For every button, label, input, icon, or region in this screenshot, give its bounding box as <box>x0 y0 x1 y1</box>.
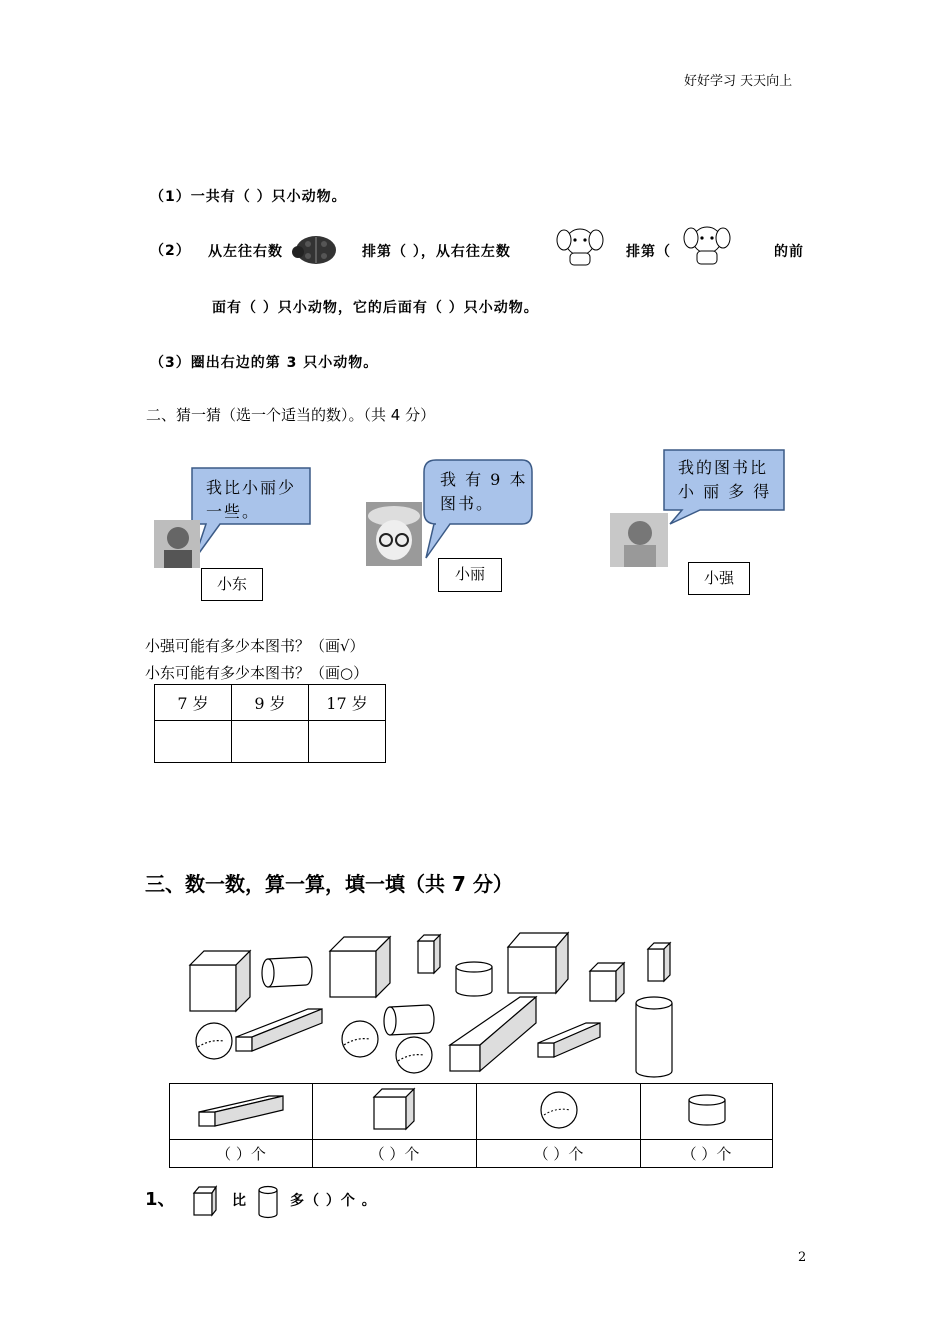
ask-xiaodong: 小东可能有多少本图书？（画○） <box>145 664 369 682</box>
count-cell-sphere[interactable]: （ ）个 <box>477 1140 641 1168</box>
cuboid-icon <box>418 935 440 973</box>
cylinder-icon <box>384 1005 434 1035</box>
bubble-2-line2: 图书。 <box>440 494 495 513</box>
bubble-3-line1: 我的图书比 <box>678 458 769 477</box>
cylinder-icon <box>685 1092 729 1128</box>
shape-cell-cylinder <box>641 1084 773 1140</box>
cuboid-bar-icon <box>538 1023 600 1057</box>
question-1: （1）一共有（ ）只小动物。 <box>150 189 347 205</box>
bubble-1-text <box>206 476 296 524</box>
answer-cell[interactable] <box>155 721 232 763</box>
shape-cell-cube <box>313 1084 477 1140</box>
section-3-q1-bi: 比 <box>232 1193 247 1209</box>
answer-cell[interactable] <box>232 721 309 763</box>
cube-icon <box>330 937 390 997</box>
count-cell-cube[interactable]: （ ）个 <box>313 1140 477 1168</box>
child-photo-xiaoqiang <box>610 513 668 567</box>
elephant-icon <box>556 224 604 270</box>
cylinder-icon <box>636 997 672 1077</box>
age-header-7: 7 岁 <box>155 685 232 721</box>
child-photo-xiaodong <box>154 520 200 568</box>
question-2-part1: 从左往右数 <box>208 244 283 260</box>
cylinder-icon <box>256 1184 280 1220</box>
page-number: 2 <box>798 1250 807 1265</box>
age-table <box>154 684 386 763</box>
bubble-2-line1: 我 有 9 本 <box>440 470 528 489</box>
cylinder-icon <box>262 957 312 987</box>
sphere-icon <box>196 1023 232 1059</box>
shape-cell-bar <box>170 1084 313 1140</box>
bubble-3-line2: 小 丽 多 得 <box>678 482 772 501</box>
bubble-1-line1: 我比小丽少 <box>206 478 297 497</box>
section-3-q1-prefix: 1、 <box>145 1189 176 1210</box>
cube-icon <box>190 951 250 1011</box>
shape-cell-sphere <box>477 1084 641 1140</box>
question-2-part3: 排第（ <box>626 244 671 260</box>
sphere-icon <box>538 1089 580 1131</box>
bubble-1-line2: 一些。 <box>206 502 261 521</box>
shape-count-table <box>169 1083 773 1168</box>
header-motto: 好好学习 天天向上 <box>684 74 793 89</box>
name-box-xiaoqiang: 小强 <box>688 562 750 595</box>
answer-cell[interactable] <box>309 721 386 763</box>
cuboid-bar-icon <box>236 1009 322 1051</box>
cube-icon <box>192 1185 218 1217</box>
question-2-prefix: （2） <box>150 243 191 259</box>
name-box-xiaoli: 小丽 <box>438 558 502 592</box>
question-2-part2: 排第（ ），从右往左数 <box>362 244 511 260</box>
sphere-icon <box>396 1037 432 1073</box>
solid-shapes-illustration <box>180 925 700 1080</box>
count-cell-cylinder[interactable]: （ ）个 <box>641 1140 773 1168</box>
bubble-2-text <box>440 468 527 516</box>
cuboid-icon <box>648 943 670 981</box>
age-header-9: 9 岁 <box>232 685 309 721</box>
cube-icon <box>508 933 568 993</box>
section-2-title: 二、猜一猜（选一个适当的数）。（共 4 分） <box>146 406 436 424</box>
age-header-17: 17 岁 <box>309 685 386 721</box>
count-cell-bar[interactable]: （ ）个 <box>170 1140 313 1168</box>
ladybug-icon <box>290 232 338 268</box>
ask-xiaoqiang: 小强可能有多少本图书？（画√） <box>145 637 365 655</box>
cube-icon <box>372 1087 418 1133</box>
section-3-q1-duo: 多（ ）个 。 <box>290 1193 377 1209</box>
section-3-title: 三、数一数，算一算，填一填（共 7 分） <box>145 872 513 896</box>
elephant-icon-2 <box>682 222 732 272</box>
question-2-part4: 的前 <box>774 244 804 260</box>
question-3: （3）圈出右边的第 3 只小动物。 <box>150 355 379 371</box>
bubble-3-text <box>678 456 771 504</box>
cylinder-icon <box>456 962 492 996</box>
name-box-xiaodong: 小东 <box>201 568 263 601</box>
sphere-icon <box>342 1021 378 1057</box>
child-photo-xiaoli <box>366 502 422 566</box>
cuboid-bar-icon <box>195 1092 287 1128</box>
cuboid-bar-icon <box>450 997 536 1071</box>
question-2-line2: 面有（ ）只小动物，它的后面有（ ）只小动物。 <box>212 300 539 316</box>
cube-icon <box>590 963 624 1001</box>
